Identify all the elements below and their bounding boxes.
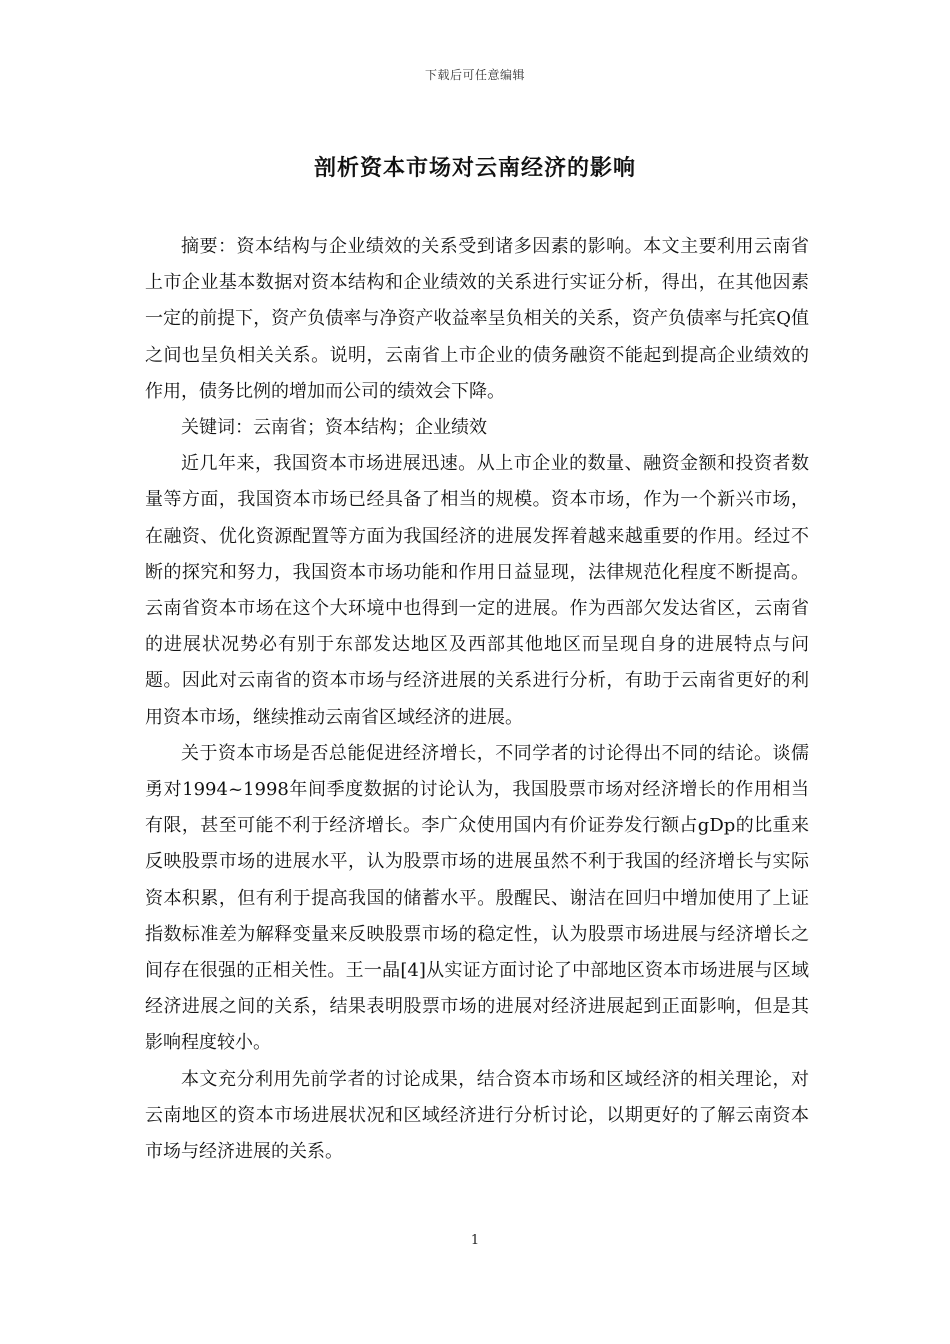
abstract-paragraph: 摘要：资本结构与企业绩效的关系受到诸多因素的影响。本文主要利用云南省上市企业基本数据对资本结构和企业绩效的关系进行实证分析，得出，在其他因素一定的前提下，资产负债率与净资产收益率呈负相关的关系，资产负债率与托宾Q值之间也呈负相关关系。说明，云南省上市企业的债务融资不能起到提高企业绩效的作用，债务比例的增加而公司的绩效会下降。 <box>145 236 809 402</box>
page-header-note: 下载后可任意编辑 <box>424 68 525 82</box>
document-title: 剖析资本市场对云南经济的影响 <box>313 155 636 181</box>
body-paragraph: 本文充分利用先前学者的讨论成果，结合资本市场和区域经济的相关理论，对云南地区的资本市场进展状况和区域经济进行分析讨论，以期更好的了解云南资本市场与经济进展的关系。 <box>145 1068 809 1163</box>
body-paragraph: 关于资本市场是否总能促进经济增长，不同学者的讨论得出不同的结论。谈儒勇对1994~1998年间季度数据的讨论认为，我国股票市场对经济增长的作用相当有限，甚至可能不利于经济增长。李广众使用国内有价证券发行额占gDp的比重来反映股票市场的进展水平，认为股票市场的进展虽然不利于我国的经济增长与实际资本积累，但有利于提高我国的储蓄水平。殷醒民、谢洁在回归中增加使用了上证指数标准差为解释变量来反映股票市场的稳定性，认为股票市场进展与经济增长之间存在很强的正相关性。王一晶[4]从实证方面讨论了中部地区资本市场进展与区域经济进展之间的关系，结果表明股票市场的进展对经济进展起到正面影响，但是其影响程度较小。 <box>145 742 809 1054</box>
body-paragraph: 近几年来，我国资本市场进展迅速。从上市企业的数量、融资金额和投资者数量等方面，我国资本市场已经具备了相当的规模。资本市场，作为一个新兴市场，在融资、优化资源配置等方面为我国经济的进展发挥着越来越重要的作用。经过不断的探究和努力，我国资本市场功能和作用日益显现，法律规范化程度不断提高。云南省资本市场在这个大环境中也得到一定的进展。作为西部欠发达省区，云南省的进展状况势必有别于东部发达地区及西部其他地区而呈现自身的进展特点与问题。因此对云南省的资本市场与经济进展的关系进行分析，有助于云南省更好的利用资本市场，继续推动云南省区域经济的进展。 <box>145 453 809 728</box>
document-body <box>145 229 809 1170</box>
page-number: 1 <box>470 1233 480 1248</box>
keywords-paragraph: 关键词：云南省；资本结构；企业绩效 <box>181 417 487 439</box>
